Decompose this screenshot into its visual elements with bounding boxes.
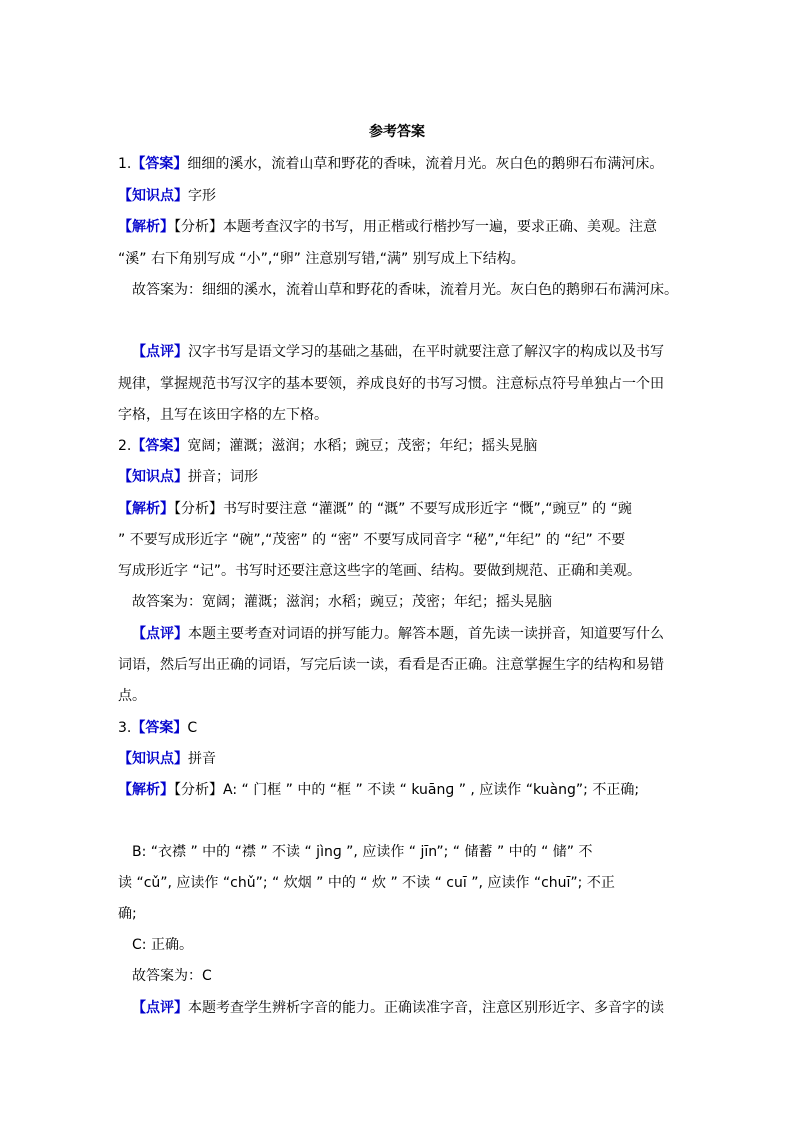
review-tag: 【点评】 [132, 1000, 188, 1016]
q1-review-1: 汉字书写是语文学习的基础之基础，在平时就要注意了解汉字的构成以及书写 [188, 344, 664, 360]
q2-review-line [118, 624, 702, 644]
q3-answer-line [118, 718, 688, 738]
q1-answer: 细细的溪水，流着山草和野花的香味，流着月光。灰白色的鹅卵石布满河床。 [187, 156, 664, 172]
q1-analysis-1: 【分析】本题考查汉字的书写，用正楷或行楷抄写一遍，要求正确、美观。注意 [174, 219, 657, 235]
q1-review-line [118, 342, 702, 362]
q3-analysis-1: 【分析】A: “ 门框 ” 中的 “框 ” 不读 “ kuānɡ ” , 应读作 “kuàng”; 不正确; [174, 782, 640, 798]
q3-knowledge-line [118, 749, 688, 769]
answer-tag: 【答案】 [131, 438, 188, 454]
q3-review-1: 本题考查学生辨析字音的能力。正确读准字音，注意区别形近字、多音字的读 [188, 1000, 664, 1016]
q2-final-answer: 故答案为：宽阔；灌溉；滋润；水稻；豌豆；茂密；年纪；摇头晃脑 [132, 594, 552, 610]
q3-review-line [118, 998, 702, 1018]
answer-tag: 【答案】 [131, 720, 188, 736]
q2-analysis-3: 写成形近字 “记”。书写时还要注意这些字的笔画、结构。要做到规范、正确和美观。 [118, 563, 641, 579]
q3-knowledge: 拼音 [188, 751, 216, 767]
q1-review-3: 字格，且写在该田字格的左下格。 [118, 407, 328, 423]
knowledge-tag: 【知识点】 [118, 751, 188, 767]
knowledge-tag: 【知识点】 [118, 188, 188, 204]
q1-number: 1. [118, 156, 132, 172]
q3-analysis-line [118, 780, 688, 800]
q2-review-1: 本题主要考查对词语的拼写能力。解答本题，首先读一读拼音，知道要写什么 [188, 626, 664, 642]
review-tag: 【点评】 [132, 626, 188, 642]
q2-review-2: 词语，然后写出正确的词语，写完后读一读，看看是否正确。注意掌握生字的结构和易错 [118, 657, 664, 673]
q2-analysis-2: ” 不要写成形近字 “碗”,“茂密” 的 “密” 不要写成同音字 “秘”,“年纪” 的 “纪” 不要 [118, 532, 626, 548]
page-title: 参考答案 [369, 124, 425, 140]
q2-knowledge-line [118, 467, 688, 487]
q1-answer-line [118, 154, 688, 174]
q3-analysis-2: B: “衣襟 ” 中的 “襟 ” 不读 “ jìnɡ ”, 应读作 “ jīn”; “ 储蓄 ” 中的 “ 储” 不 [132, 844, 593, 860]
answer-tag: 【答案】 [131, 156, 188, 172]
q3-analysis-3: 读 “cǔ”, 应读作 “chǔ”; “ 炊烟 ” 中的 “ 炊 ” 不读 “ cuī ”, 应读作 “chuī”; 不正 [118, 875, 615, 891]
q3-analysis-5: C: 正确。 [132, 937, 193, 953]
q2-analysis-1: 【分析】书写时要注意 “灌溉” 的 “溉” 不要写成形近字 “慨”,“豌豆” 的 “豌 [174, 501, 632, 517]
q2-answer: 宽阔；灌溉；滋润；水稻；豌豆；茂密；年纪；摇头晃脑 [187, 438, 538, 454]
q1-knowledge: 字形 [188, 188, 216, 204]
analysis-tag: 【解析】 [118, 782, 174, 798]
q3-final-answer: 故答案为：C [132, 968, 212, 984]
q1-analysis-2: “溪” 右下角别写成 “小”,“卵” 注意别写错,“满” 别写成上下结构。 [118, 251, 525, 267]
analysis-tag: 【解析】 [118, 219, 174, 235]
q1-knowledge-line [118, 186, 688, 206]
q3-answer: C [187, 720, 198, 736]
q1-review-2: 规律，掌握规范书写汉字的基本要领，养成良好的书写习惯。注意标点符号单独占一个田 [118, 376, 664, 392]
review-tag: 【点评】 [132, 344, 188, 360]
q2-review-3: 点。 [118, 688, 146, 704]
analysis-tag: 【解析】 [118, 501, 174, 517]
q2-knowledge: 拼音；词形 [188, 469, 258, 485]
q2-analysis-line [118, 499, 688, 519]
q2-answer-line [118, 436, 688, 456]
q1-final-answer: 故答案为：细细的溪水，流着山草和野花的香味，流着月光。灰白色的鹅卵石布满河床。 [132, 282, 678, 298]
q3-number: 3. [118, 720, 132, 736]
q2-number: 2. [118, 438, 132, 454]
knowledge-tag: 【知识点】 [118, 469, 188, 485]
q3-analysis-4: 确; [118, 906, 137, 922]
q1-analysis-line [118, 217, 688, 237]
